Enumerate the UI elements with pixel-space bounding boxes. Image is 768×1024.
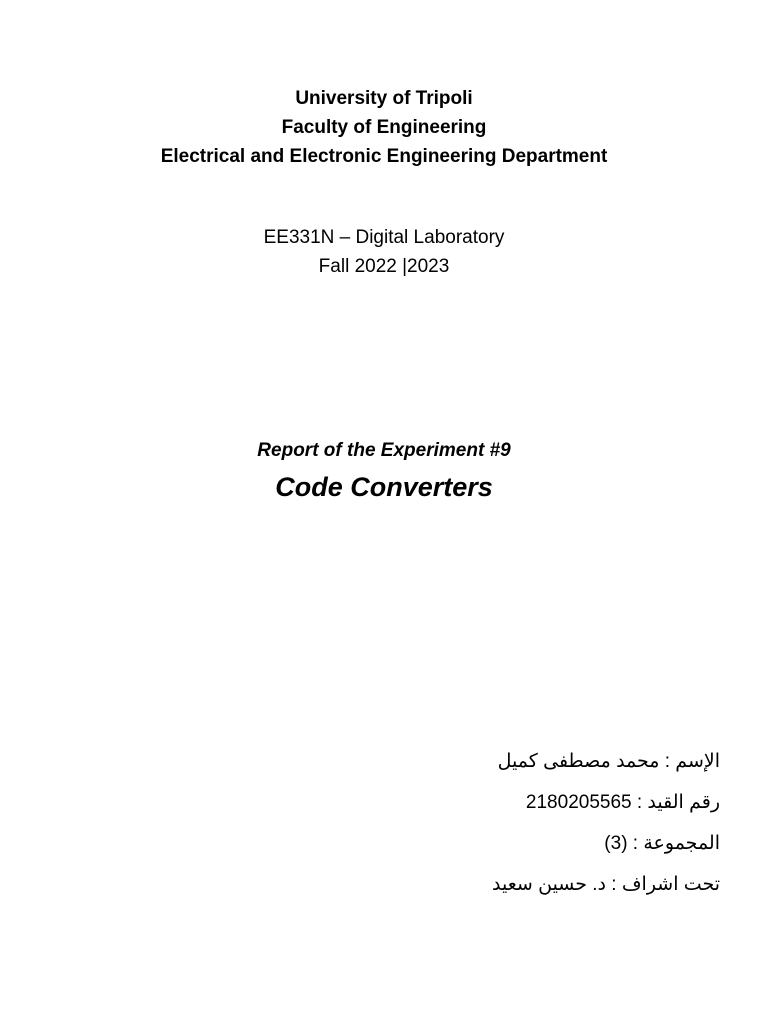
institution-header	[0, 84, 768, 171]
faculty-name: Faculty of Engineering	[281, 117, 487, 138]
student-id	[300, 789, 720, 816]
course-term: Fall 2022 |2023	[318, 256, 450, 277]
student-name: الإسم : محمد مصطفى كميل	[497, 751, 720, 772]
student-id-label: رقم القيد :	[631, 792, 720, 813]
student-group	[300, 830, 720, 857]
course-info	[0, 223, 768, 281]
report-heading	[0, 437, 768, 507]
student-info	[300, 748, 720, 912]
student-id-value: 2180205565	[525, 792, 632, 813]
university-name: University of Tripoli	[295, 88, 473, 109]
report-title: Code Converters	[275, 472, 493, 502]
supervisor-name: تحت اشراف : د. حسين سعيد	[492, 874, 720, 895]
course-code-title: EE331N – Digital Laboratory	[263, 227, 505, 248]
department-name: Electrical and Electronic Engineering Department	[160, 146, 608, 167]
report-label: Report of the Experiment #9	[257, 440, 511, 461]
student-group-label: المجموعة :	[627, 833, 720, 854]
student-group-value: (3)	[604, 833, 628, 854]
